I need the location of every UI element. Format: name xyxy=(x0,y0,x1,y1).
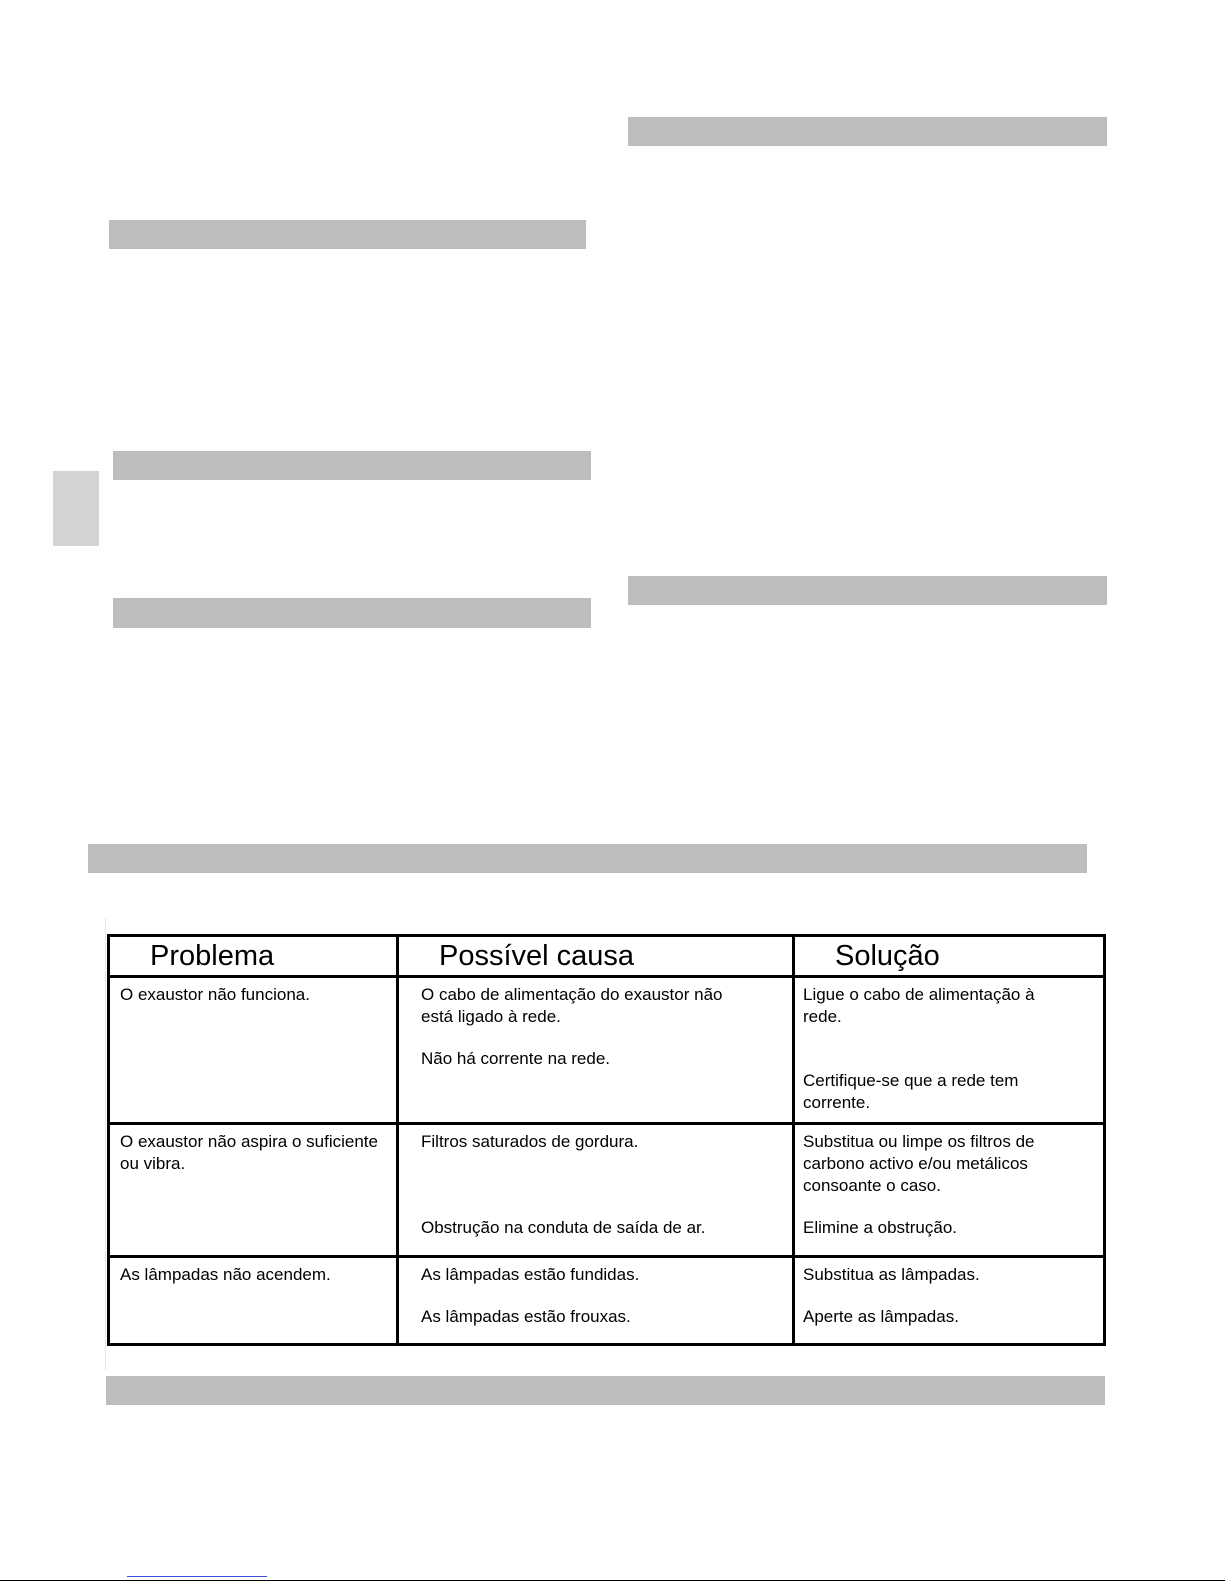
cause-text: Filtros saturados de gordura. xyxy=(421,1132,639,1152)
solution-text: Aperte as lâmpadas. xyxy=(803,1306,959,1326)
cause-text: As lâmpadas estão frouxas. xyxy=(421,1306,631,1326)
footer-link-underline xyxy=(127,1576,267,1577)
section-header-bar-left-3 xyxy=(113,598,591,628)
problem-text: O exaustor não aspira o suficiente ou vibra. xyxy=(120,1132,383,1174)
section-header-bar-top-right xyxy=(628,117,1107,146)
problem-cell xyxy=(109,1256,398,1344)
problem-text: O exaustor não funciona. xyxy=(120,985,310,1004)
section-header-bar-right-2 xyxy=(628,576,1107,605)
table-header-row xyxy=(109,936,1105,977)
table-row xyxy=(109,1256,1105,1344)
footer-rule xyxy=(0,1580,1225,1581)
solution-cell xyxy=(794,977,1105,1124)
solution-cell xyxy=(794,1124,1105,1256)
solution-cell xyxy=(794,1256,1105,1344)
solution-text: Substitua as lâmpadas. xyxy=(803,1264,980,1284)
table-row xyxy=(109,977,1105,1124)
cause-text: Não há corrente na rede. xyxy=(421,1049,611,1068)
cause-text: O cabo de alimentação do exaustor não está ligado à rede. xyxy=(421,985,728,1026)
cause-cell xyxy=(398,977,794,1124)
section-header-bar-left-1 xyxy=(109,220,586,249)
troubleshooting-table xyxy=(107,934,1106,1346)
header-cause: Possível causa xyxy=(398,936,794,977)
section-header-bar-left-2 xyxy=(113,451,591,480)
cause-cell xyxy=(398,1124,794,1256)
header-solution: Solução xyxy=(794,936,1105,977)
cause-text: Obstrução na conduta de saída de ar. xyxy=(421,1218,706,1238)
problem-text: As lâmpadas não acendem. xyxy=(120,1264,331,1284)
cause-cell xyxy=(398,1256,794,1344)
solution-text: Substitua ou limpe os filtros de carbono activo e/ou metálicos consoante o caso. xyxy=(803,1132,1040,1196)
problem-cell xyxy=(109,1124,398,1256)
solution-text: Elimine a obstrução. xyxy=(803,1218,958,1238)
table-row xyxy=(109,1124,1105,1256)
side-tab-marker xyxy=(53,471,99,546)
cause-text: As lâmpadas estão fundidas. xyxy=(421,1264,640,1284)
problem-cell xyxy=(109,977,398,1124)
solution-text: Ligue o cabo de alimentação à rede. xyxy=(803,985,1040,1026)
section-header-bar-wide-1 xyxy=(88,844,1087,873)
solution-text: Certifique-se que a rede tem corrente. xyxy=(803,1071,1024,1112)
section-header-bar-wide-2 xyxy=(106,1376,1105,1405)
header-problem: Problema xyxy=(109,936,398,977)
